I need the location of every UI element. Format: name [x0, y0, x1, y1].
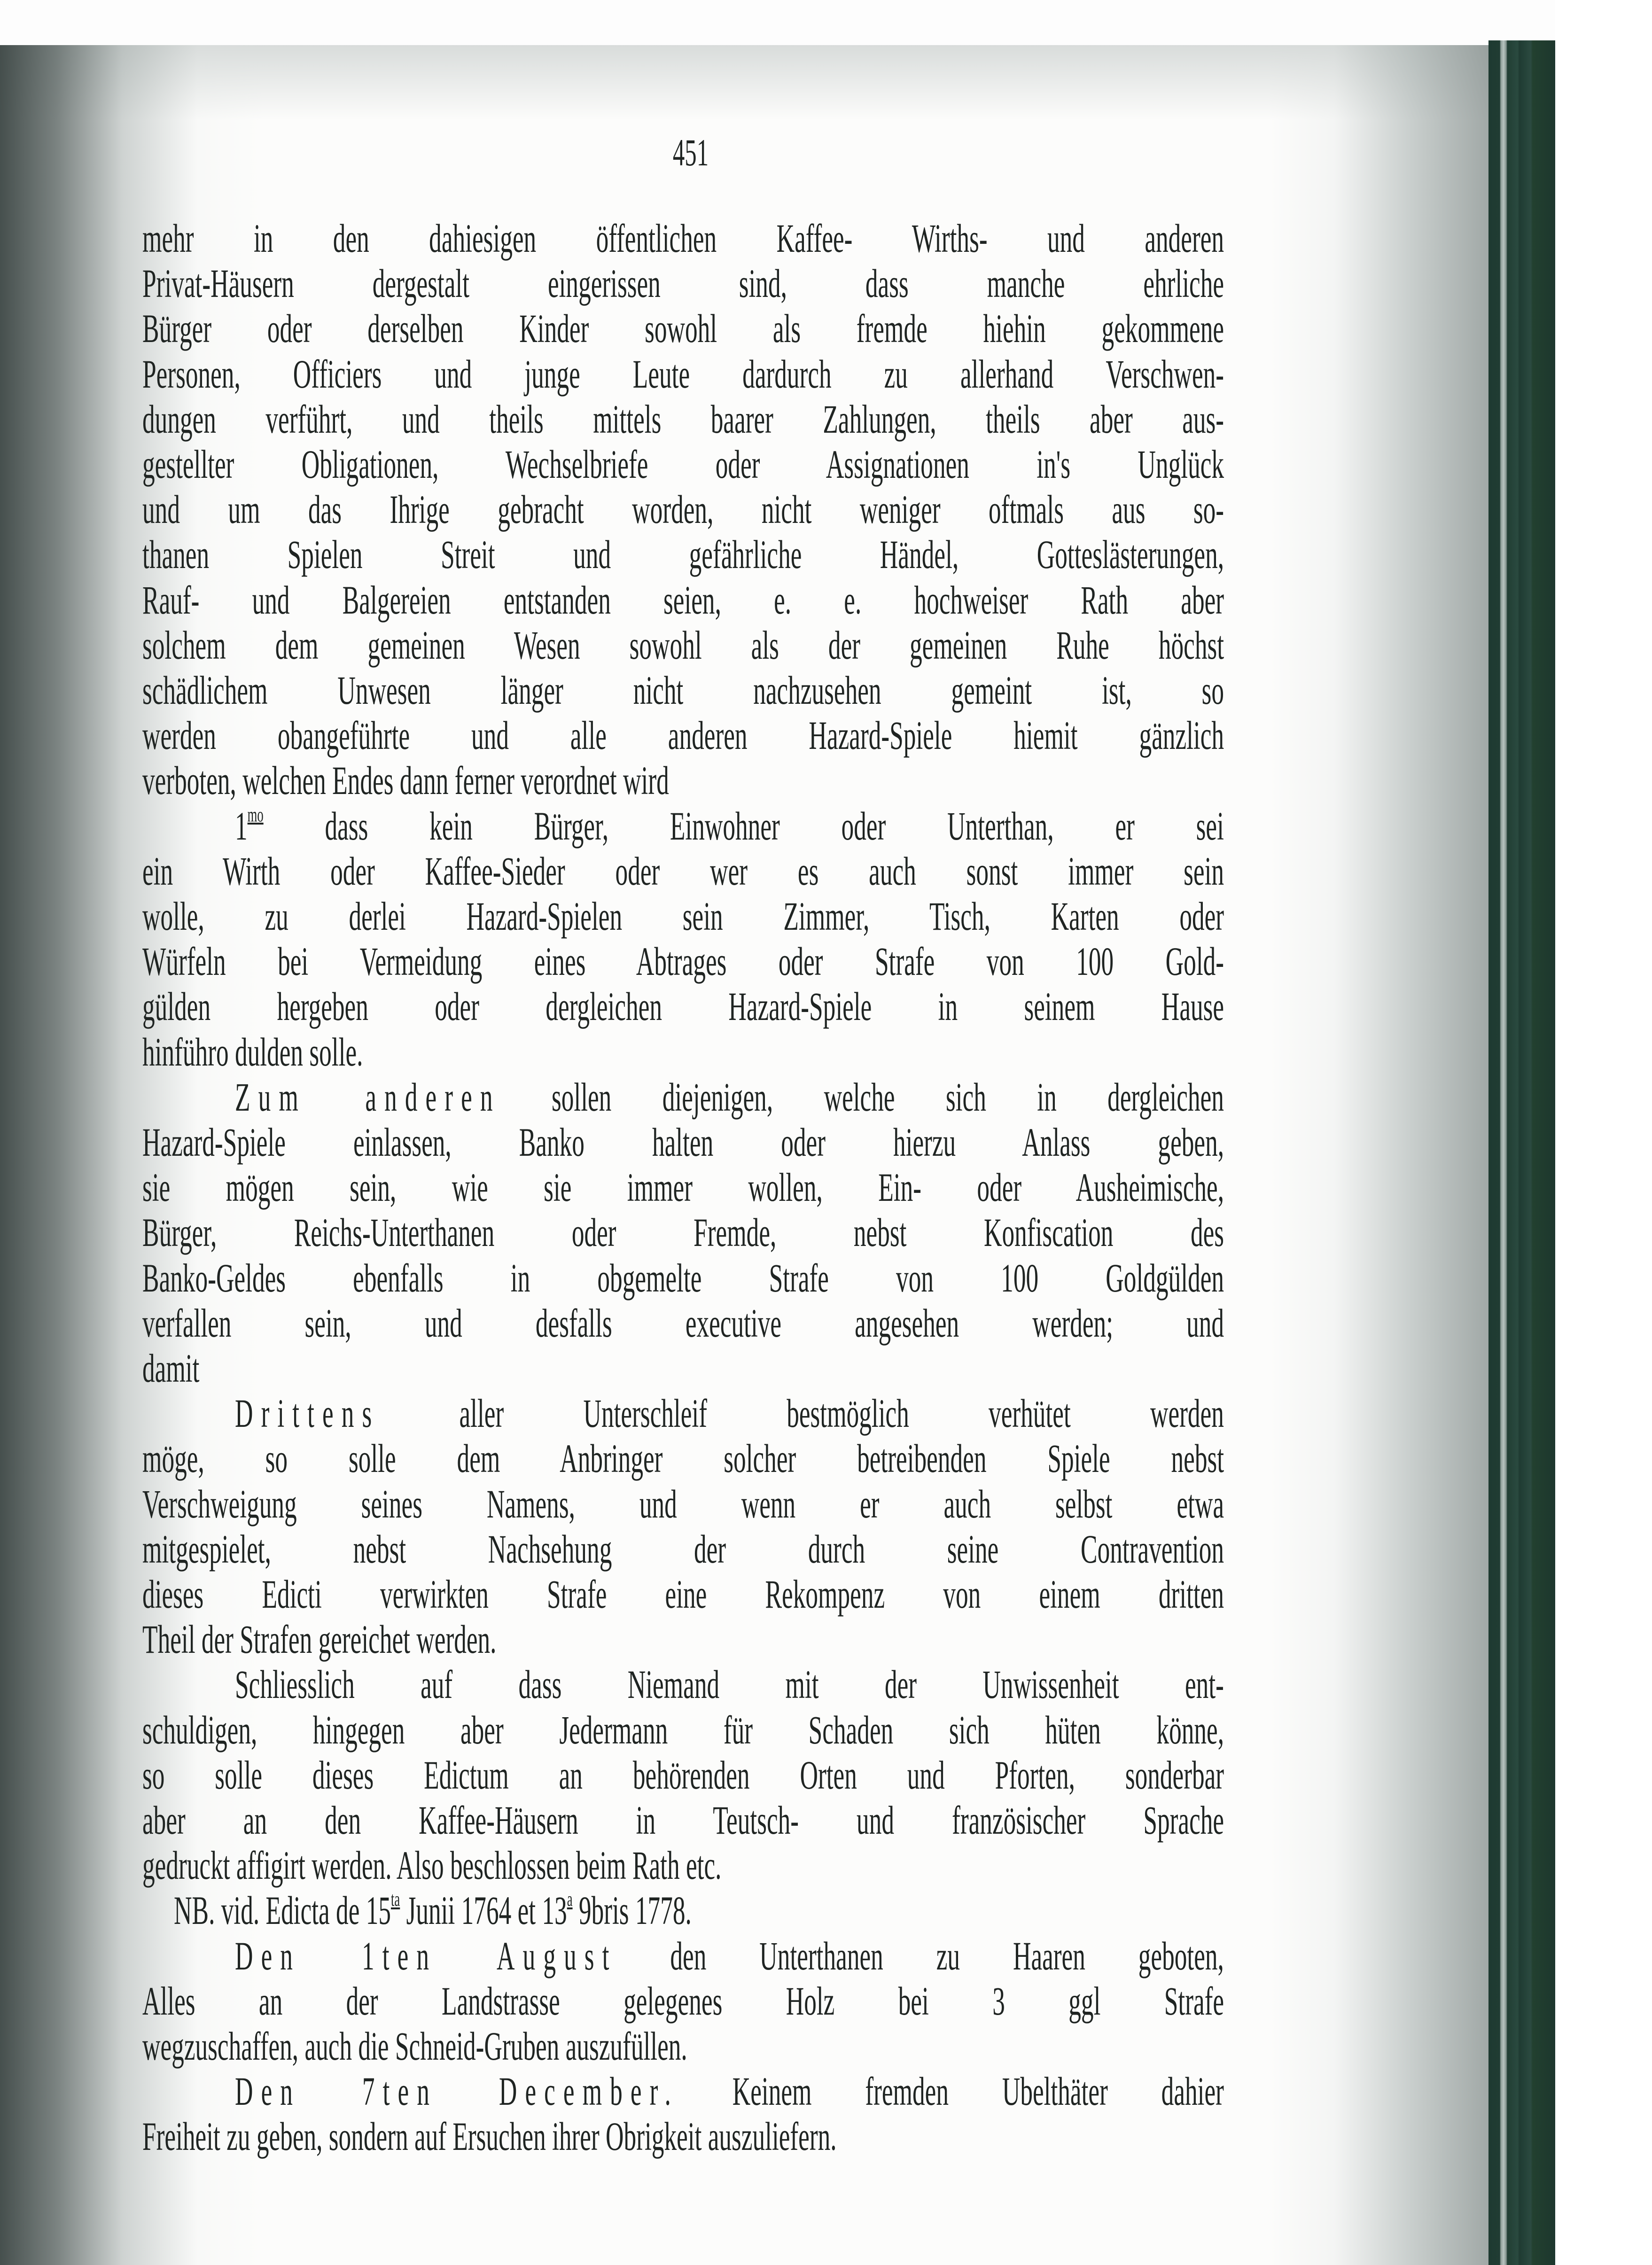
- text-line: Banko-Geldes ebenfalls in obgemelte Strafe von 100 Goldgülden: [142, 1255, 1224, 1300]
- text-line: Alles an der Landstrasse gelegenes Holz bei 3 ggl Strafe: [142, 1978, 1224, 2024]
- text-line: Rauf- und Balgereien entstanden seien, e. e. hochweiser Rath aber: [142, 577, 1224, 623]
- text-line: hinführo dulden solle.: [142, 1029, 363, 1074]
- text-line: möge, so solle dem Anbringer solcher betreibenden Spiele nebst: [142, 1436, 1224, 1481]
- text-line: Privat-Häusern dergestalt eingerissen sind, dass manche ehrliche: [142, 261, 1224, 306]
- text-line: Würfeln bei Vermeidung eines Abtrages oder Strafe von 100 Gold-: [142, 939, 1224, 984]
- text-line: NB. vid. Edicta de $15^{ta}$ Junii 1764 et 13$^a$ 9bris 1778.: [174, 1888, 692, 1933]
- text-line: schuldigen, hingegen aber Jedermann für Schaden sich hüten könne,: [142, 1707, 1224, 1752]
- page-number: 451: [672, 131, 709, 174]
- text-line: $1^{mo}$ dass kein Bürger, Einwohner oder Unterthan, er sei: [235, 803, 1224, 848]
- text-line: werden obangeführte und alle anderen Hazard-Spiele hiemit gänzlich: [142, 713, 1224, 758]
- text-line: so solle dieses Edictum an behörenden Orten und Pforten, sonderbar: [142, 1752, 1224, 1798]
- text-line: damit: [142, 1346, 200, 1391]
- text-line: Theil der Strafen gereichet werden.: [142, 1617, 497, 1662]
- text-line: Verschweigung seines Namens, und wenn er auch selbst etwa: [142, 1481, 1224, 1526]
- text-line: Drittens aller Unterschleif bestmöglich verhütet werden: [235, 1391, 1224, 1436]
- text-line: Schliesslich auf dass Niemand mit der Unwissenheit ent-: [235, 1662, 1224, 1707]
- text-line: Bürger oder derselben Kinder sowohl als fremde hiehin gekommene: [142, 306, 1224, 351]
- text-line: Den 7ten December. Keinem fremden Ubelthäter dahier: [235, 2069, 1224, 2114]
- text-line: Bürger, Reichs-Unterthanen oder Fremde, nebst Konfiscation des: [142, 1210, 1224, 1255]
- text-line: wolle, zu derlei Hazard-Spielen sein Zimmer, Tisch, Karten oder: [142, 894, 1224, 939]
- text-line: und um das Ihrige gebracht worden, nicht weniger oftmals aus so-: [142, 487, 1224, 532]
- spaced-emphasis: Zum anderen: [235, 1074, 501, 1120]
- text-line: sie mögen sein, wie sie immer wollen, Ein- oder Ausheimische,: [142, 1165, 1224, 1210]
- text-line: mitgespielet, nebst Nachsehung der durch seine Contravention: [142, 1526, 1224, 1572]
- spaced-emphasis: Den 1ten August: [235, 1933, 617, 1978]
- text-line: gülden hergeben oder dergleichen Hazard-Spiele in seinem Hause: [142, 984, 1224, 1029]
- text-line: ein Wirth oder Kaffee-Sieder oder wer es auch sonst immer sein: [142, 848, 1224, 894]
- text-line: Zum anderen sollen diejenigen, welche sich in dergleichen: [235, 1074, 1224, 1120]
- text-line: Den 1ten August den Unterthanen zu Haaren geboten,: [235, 1933, 1224, 1978]
- spaced-emphasis: Den 7ten December.: [235, 2069, 679, 2114]
- text-line: dieses Edicti verwirkten Strafe eine Rekompenz von einem dritten: [142, 1572, 1224, 1617]
- text-line: gedruckt affigirt werden. Also beschlossen beim Rath etc.: [142, 1843, 722, 1888]
- spaced-emphasis: Drittens: [235, 1391, 380, 1436]
- text-line: dungen verführt, und theils mittels baarer Zahlungen, theils aber aus-: [142, 396, 1224, 442]
- text-line: thanen Spielen Streit und gefährliche Händel, Gotteslästerungen,: [142, 532, 1224, 577]
- text-line: aber an den Kaffee-Häusern in Teutsch- und französischer Sprache: [142, 1798, 1224, 1843]
- scan-background-right: [1555, 0, 1652, 2265]
- text-line: Freiheit zu geben, sondern auf Ersuchen ihrer Obrigkeit auszuliefern.: [142, 2114, 837, 2159]
- text-line: schädlichem Unwesen länger nicht nachzusehen gemeint ist, so: [142, 668, 1224, 713]
- text-line: Personen, Officiers und junge Leute dardurch zu allerhand Verschwen-: [142, 351, 1224, 397]
- book-spine-edge: [1488, 40, 1555, 2265]
- text-line: gestellter Obligationen, Wechselbriefe oder Assignationen in's Unglück: [142, 442, 1224, 487]
- text-line: wegzuschaffen, auch die Schneid-Gruben auszufüllen.: [142, 2024, 687, 2069]
- text-line: verboten, welchen Endes dann ferner verordnet wird: [142, 758, 669, 803]
- text-line: solchem dem gemeinen Wesen sowohl als der gemeinen Ruhe höchst: [142, 622, 1224, 668]
- scan-background: [0, 0, 1652, 45]
- text-line: verfallen sein, und desfalls executive angesehen werden; und: [142, 1300, 1224, 1346]
- text-line: Hazard-Spiele einlassen, Banko halten oder hierzu Anlass geben,: [142, 1120, 1224, 1165]
- text-line: mehr in den dahiesigen öffentlichen Kaffee- Wirths- und anderen: [142, 216, 1224, 261]
